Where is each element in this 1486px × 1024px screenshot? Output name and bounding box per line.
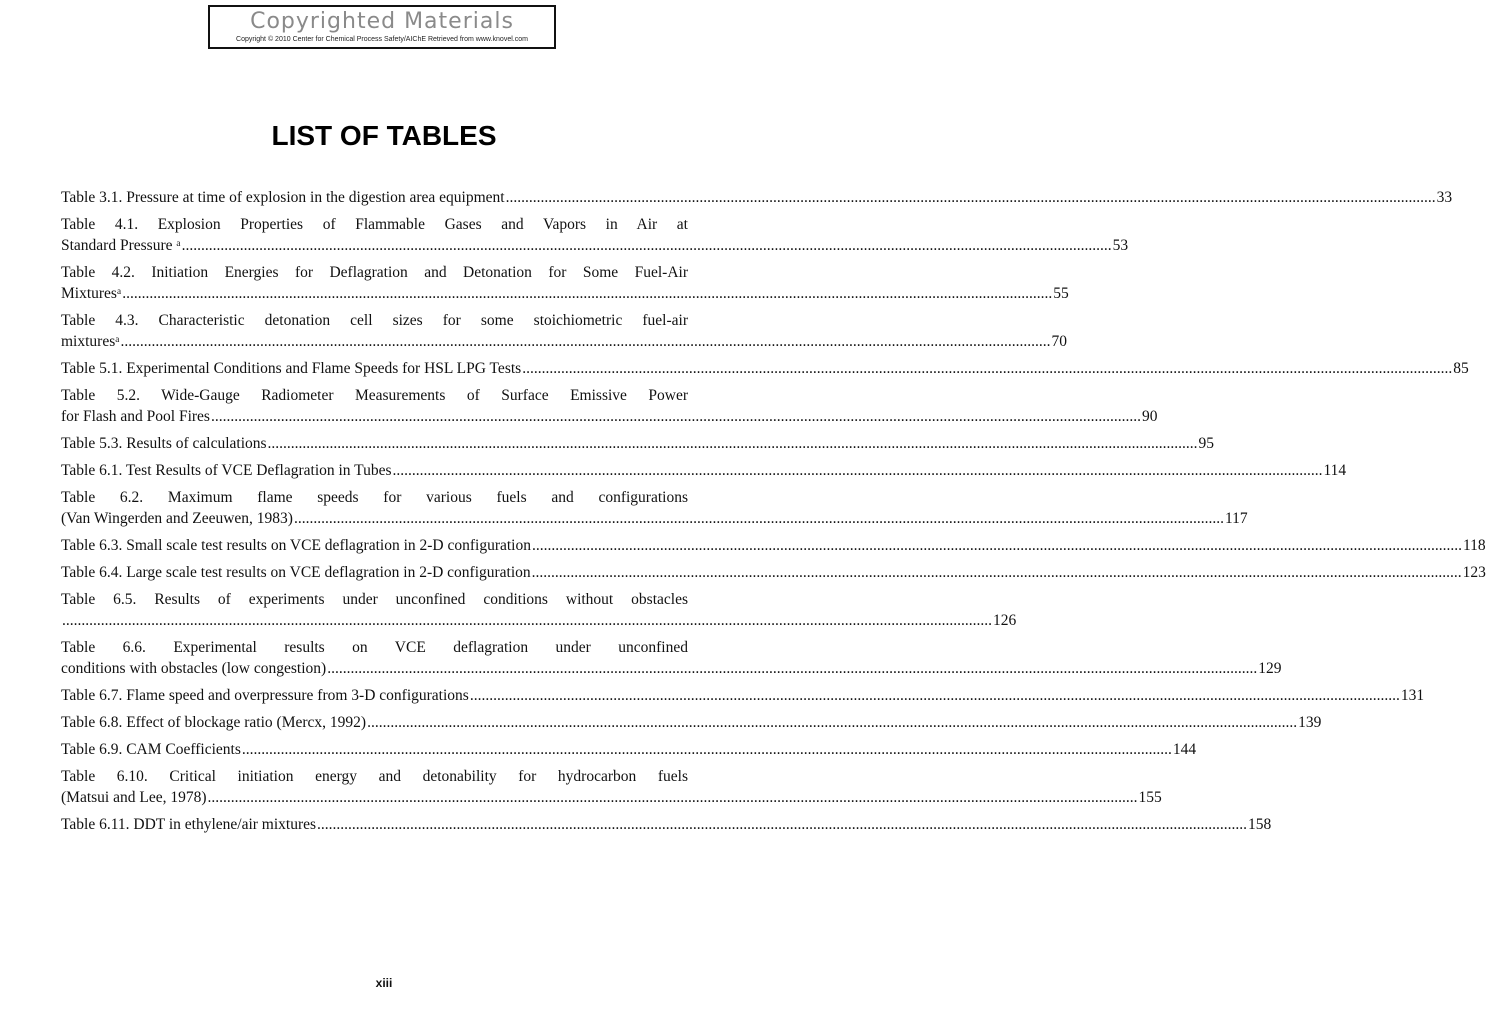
toc-entry-line: [61, 331, 1067, 352]
toc-entry-line: [61, 358, 1469, 379]
toc-entry-line: [61, 508, 1248, 529]
toc-entry-page: 158: [1248, 816, 1272, 833]
toc-entry: [61, 460, 1347, 481]
dot-leader: [393, 460, 1323, 481]
toc-entry: [61, 310, 1067, 352]
toc-entry-page: 126: [993, 612, 1017, 629]
toc-entry-title: Table 6.11. DDT in ethylene/air mixtures: [61, 816, 317, 833]
toc-entry: [61, 385, 1158, 427]
dot-leader: [242, 739, 1172, 760]
banner-subtitle: Copyright © 2010 Center for Chemical Process Safety/AIChE Retrieved from www.knovel.com: [236, 36, 528, 43]
dot-leader: [317, 814, 1247, 835]
toc-entry-title: (Matsui and Lee, 1978): [61, 789, 207, 806]
page-number: xiii: [375, 976, 393, 990]
toc-entry-title: Table 6.8. Effect of blockage ratio (Mercx, 1992): [61, 714, 367, 731]
toc-entry-page: 118: [1462, 537, 1486, 554]
toc-entry: [61, 433, 1215, 454]
dot-leader: [506, 187, 1436, 208]
toc-entry-first-line: Table 4.2. Initiation Energies for Deflagration and Detonation for Some Fuel-Air: [61, 264, 688, 281]
toc-entry-line: [61, 460, 1347, 481]
toc-entry: [61, 814, 1272, 835]
toc-entry: [61, 535, 1486, 556]
toc-entry-title: Standard Pressure ᵃ: [61, 237, 181, 254]
dot-leader: [120, 331, 1050, 352]
dot-leader: [211, 406, 1141, 427]
banner-title: Copyrighted Materials: [250, 9, 514, 34]
table-list: [61, 187, 1486, 841]
toc-entry-line: [61, 658, 1282, 679]
toc-entry: [61, 262, 1069, 304]
dot-leader: [182, 235, 1112, 256]
toc-entry-title: Table 6.7. Flame speed and overpressure from 3-D configurations: [61, 687, 469, 704]
toc-entry-first-line: Table 5.2. Wide-Gauge Radiometer Measurements of Surface Emissive Power: [61, 387, 688, 404]
toc-entry-page: 131: [1400, 687, 1425, 704]
toc-entry-first-line: Table 4.1. Explosion Properties of Flammable Gases and Vapors in Air at: [61, 216, 688, 233]
toc-entry: [61, 487, 1248, 529]
toc-entry-page: 144: [1172, 741, 1197, 758]
dot-leader: [367, 712, 1297, 733]
toc-entry-page: 114: [1323, 462, 1347, 479]
toc-entry-page: 53: [1112, 237, 1129, 254]
toc-entry-line: [61, 433, 1215, 454]
toc-entry-line: [61, 787, 1162, 808]
dot-leader: [62, 610, 992, 631]
toc-entry-line: [61, 610, 1017, 631]
toc-entry-line: [61, 739, 1197, 760]
dot-leader: [294, 508, 1224, 529]
dot-leader: [268, 433, 1198, 454]
toc-entry-title: Table 6.3. Small scale test results on VCE deflagration in 2-D configuration: [61, 537, 531, 554]
toc-entry-title: Table 6.4. Large scale test results on VCE deflagration in 2-D configuration: [61, 564, 531, 581]
toc-entry: [61, 358, 1469, 379]
dot-leader: [532, 535, 1462, 556]
toc-entry-page: 70: [1051, 333, 1067, 350]
dot-leader: [532, 562, 1462, 583]
toc-entry-page: 95: [1198, 435, 1215, 452]
toc-entry: [61, 739, 1197, 760]
toc-entry-line: [61, 685, 1425, 706]
page-title: LIST OF TABLES: [271, 120, 497, 151]
toc-entry: [61, 214, 1129, 256]
dot-leader: [208, 787, 1138, 808]
toc-entry-title: for Flash and Pool Fires: [61, 408, 210, 425]
toc-entry-title: Mixturesᵃ: [61, 285, 122, 302]
copyright-banner: [208, 5, 556, 49]
toc-entry: [61, 766, 1162, 808]
dot-leader: [327, 658, 1257, 679]
toc-entry-first-line: Table 6.5. Results of experiments under unconfined conditions without obstacles: [61, 591, 688, 608]
toc-entry: [61, 685, 1425, 706]
toc-entry: [61, 712, 1322, 733]
toc-entry-line: [61, 406, 1158, 427]
toc-entry-line: [61, 187, 1453, 208]
toc-entry-line: [61, 562, 1486, 583]
toc-entry-first-line: Table 6.6. Experimental results on VCE deflagration under unconfined: [61, 639, 688, 656]
toc-entry-title: (Van Wingerden and Zeeuwen, 1983): [61, 510, 293, 527]
toc-entry-line: [61, 283, 1069, 304]
toc-entry-page: 55: [1053, 285, 1069, 302]
toc-entry-page: 85: [1453, 360, 1469, 377]
toc-entry-line: [61, 712, 1322, 733]
toc-entry-page: 129: [1258, 660, 1282, 677]
toc-entry-title: Table 3.1. Pressure at time of explosion in the digestion area equipment: [61, 189, 505, 206]
toc-entry-title: Table 6.9. CAM Coefficients: [61, 741, 241, 758]
toc-entry-page: 139: [1298, 714, 1322, 731]
toc-entry-title: conditions with obstacles (low congestion): [61, 660, 327, 677]
toc-entry-line: [61, 235, 1129, 256]
toc-entry: [61, 562, 1486, 583]
toc-entry-page: 90: [1141, 408, 1158, 425]
dot-leader: [122, 283, 1052, 304]
toc-entry-title: Table 5.3. Results of calculations: [61, 435, 267, 452]
toc-entry-page: 123: [1462, 564, 1486, 581]
toc-entry-line: [61, 535, 1486, 556]
toc-entry-line: [61, 814, 1272, 835]
toc-entry: [61, 589, 1017, 631]
toc-entry: [61, 637, 1282, 679]
toc-entry-title: Table 6.1. Test Results of VCE Deflagration in Tubes: [61, 462, 392, 479]
toc-entry-page: 33: [1436, 189, 1453, 206]
toc-entry-first-line: Table 4.3. Characteristic detonation cell sizes for some stoichiometric fuel-air: [61, 312, 688, 329]
toc-entry-title: mixturesᵃ: [61, 333, 120, 350]
toc-entry-page: 155: [1138, 789, 1162, 806]
dot-leader: [522, 358, 1452, 379]
toc-entry-first-line: Table 6.2. Maximum flame speeds for various fuels and configurations: [61, 489, 688, 506]
dot-leader: [470, 685, 1400, 706]
toc-entry-first-line: Table 6.10. Critical initiation energy and detonability for hydrocarbon fuels: [61, 768, 688, 785]
toc-entry: [61, 187, 1453, 208]
toc-entry-title: Table 5.1. Experimental Conditions and Flame Speeds for HSL LPG Tests: [61, 360, 522, 377]
toc-entry-page: 117: [1224, 510, 1248, 527]
